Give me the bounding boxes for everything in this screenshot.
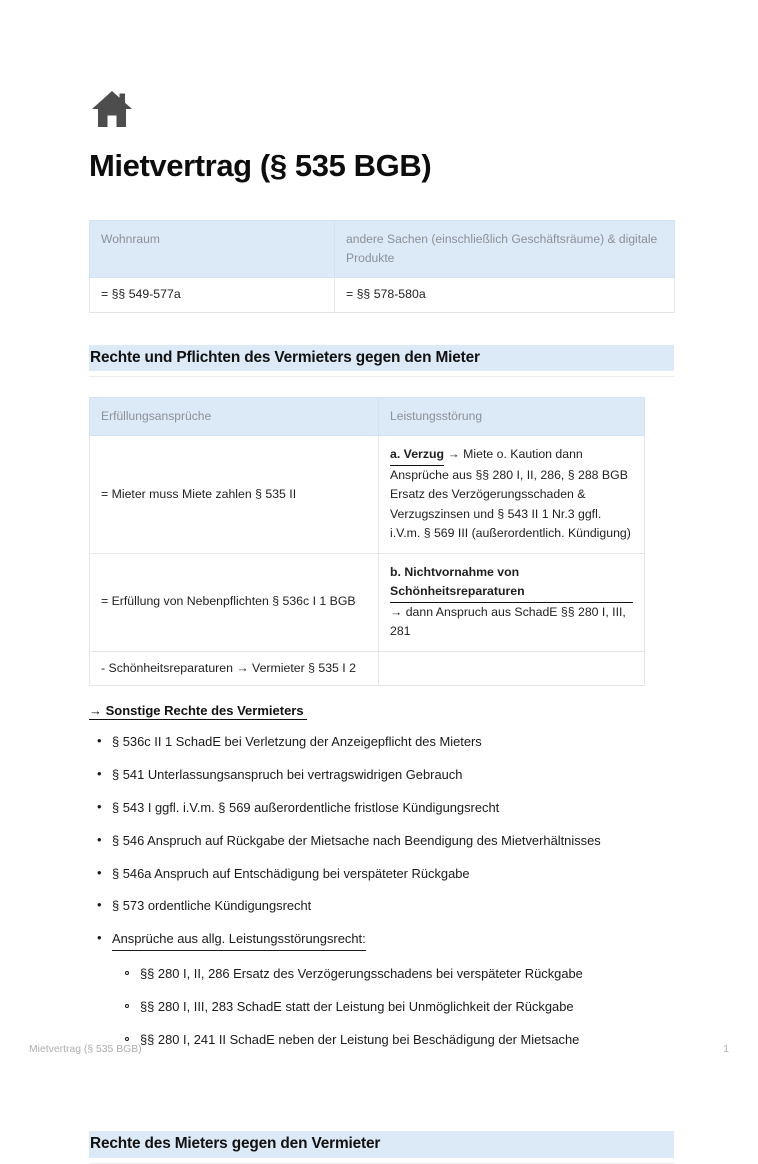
spacer [89,1063,675,1099]
list-item: • § 541 Unterlassungsanspruch bei vertragswidrigen Gebrauch [112,766,675,785]
ansprueche-subheading: Ansprüche aus allg. Leistungsstörungsrecht: [112,930,366,951]
sub-list-item: §§ 280 I, 241 II SchadE neben der Leistung bei Beschädigung der Mietsache [140,1031,675,1050]
section-divider [89,376,674,377]
home-icon-wrap [89,88,675,138]
table-row [90,277,675,312]
cell-schoenheitsreparaturen: - Schönheitsreparaturen → Vermieter § 535 I 2 [90,651,379,685]
nichtvornahme-label: b. Nichtvornahme von Schönheitsreparaturen [390,563,633,603]
page-title: Mietvertrag (§ 535 BGB) [89,148,432,183]
sub-list-item: §§ 280 I, III, 283 SchadE statt der Leistung bei Unmöglichkeit der Rückgabe [140,998,675,1017]
section-divider [89,1163,674,1164]
verzug-label: a. Verzug [390,445,444,466]
footer-title: Mietvertrag (§ 535 BGB) [29,1044,142,1055]
cell-wohnraum-paragraphs: = §§ 549-577a [90,277,335,312]
nichtvornahme-text: → dann Anspruch aus SchadE §§ 280 I, III, 281 [390,604,626,639]
sonstige-rechte-lead [89,703,675,720]
table-header-row [90,220,675,277]
section-heading-text: Rechte des Mieters gegen den Vermieter [90,1135,381,1153]
sub-list-item: §§ 280 I, II, 286 Ersatz des Verzögerungsschadens bei verspäteter Rückgabe [140,965,675,984]
section-heading-text: Rechte und Pflichten des Vermieters gegen den Mieter [90,348,480,366]
cell-andere-sachen-paragraphs: = §§ 578-580a [335,277,675,312]
list-item-ansprueche [112,930,675,1049]
home-icon [89,88,135,130]
column-header-andere-sachen: andere Sachen (einschließlich Geschäftsräume) & digitale Produkte [335,220,675,277]
list-item: • § 546a Anspruch auf Entschädigung bei verspäteter Rückgabe [112,865,675,884]
cell-leistungsstoerung-nichtvornahme [379,553,645,651]
section-heading-vermieter [89,345,674,377]
column-header-erfuellungsansprueche: Erfüllungsansprüche [90,397,379,435]
ansprueche-sublist [112,965,675,1049]
footer-page-number: 1 [723,1044,729,1055]
table-row [90,435,645,553]
table-header-row [90,397,645,435]
cell-leistungsstoerung-verzug [379,435,645,553]
table-rechte-pflichten [89,397,645,686]
document-content [89,88,675,1164]
column-header-wohnraum: Wohnraum [90,220,335,277]
list-item: • § 536c II 1 SchadE bei Verletzung der Anzeigepflicht des Mieters [112,733,675,752]
table-row [90,651,645,685]
column-header-leistungsstoerung: Leistungsstörung [379,397,645,435]
list-item: • § 543 I ggfl. i.V.m. § 569 außerordentliche fristlose Kündigungsrecht [112,799,675,818]
cell-erfuellung-nebenpflichten: = Erfüllung von Nebenpflichten § 536c I 1 BGB [90,553,379,651]
table-contract-types [89,220,675,313]
arrow-icon: → [89,703,102,719]
sonstige-rechte-list [89,733,675,1049]
cell-erfuellung-miete: = Mieter muss Miete zahlen § 535 II [90,435,379,553]
list-item: • § 573 ordentliche Kündigungsrecht [112,897,675,916]
sonstige-rechte-label: Sonstige Rechte des Vermieters [105,703,304,719]
table-row [90,553,645,651]
list-item: • § 546 Anspruch auf Rückgabe der Mietsache nach Beendigung des Mietverhältnisses [112,832,675,851]
section-heading-mieter [89,1131,674,1163]
page-footer [29,1044,729,1055]
cell-empty [379,651,645,685]
verzug-text: → Miete o. Kaution dann Ansprüche aus §§ 280 I, II, 286, § 288 BGB Ersatz des Verzögerungsschaden & Verzugszinsen und § 543 II 1 Nr.3 ggfl. i.V.m. § 569 III (außerordentlich. Kündigung) [390,446,631,541]
